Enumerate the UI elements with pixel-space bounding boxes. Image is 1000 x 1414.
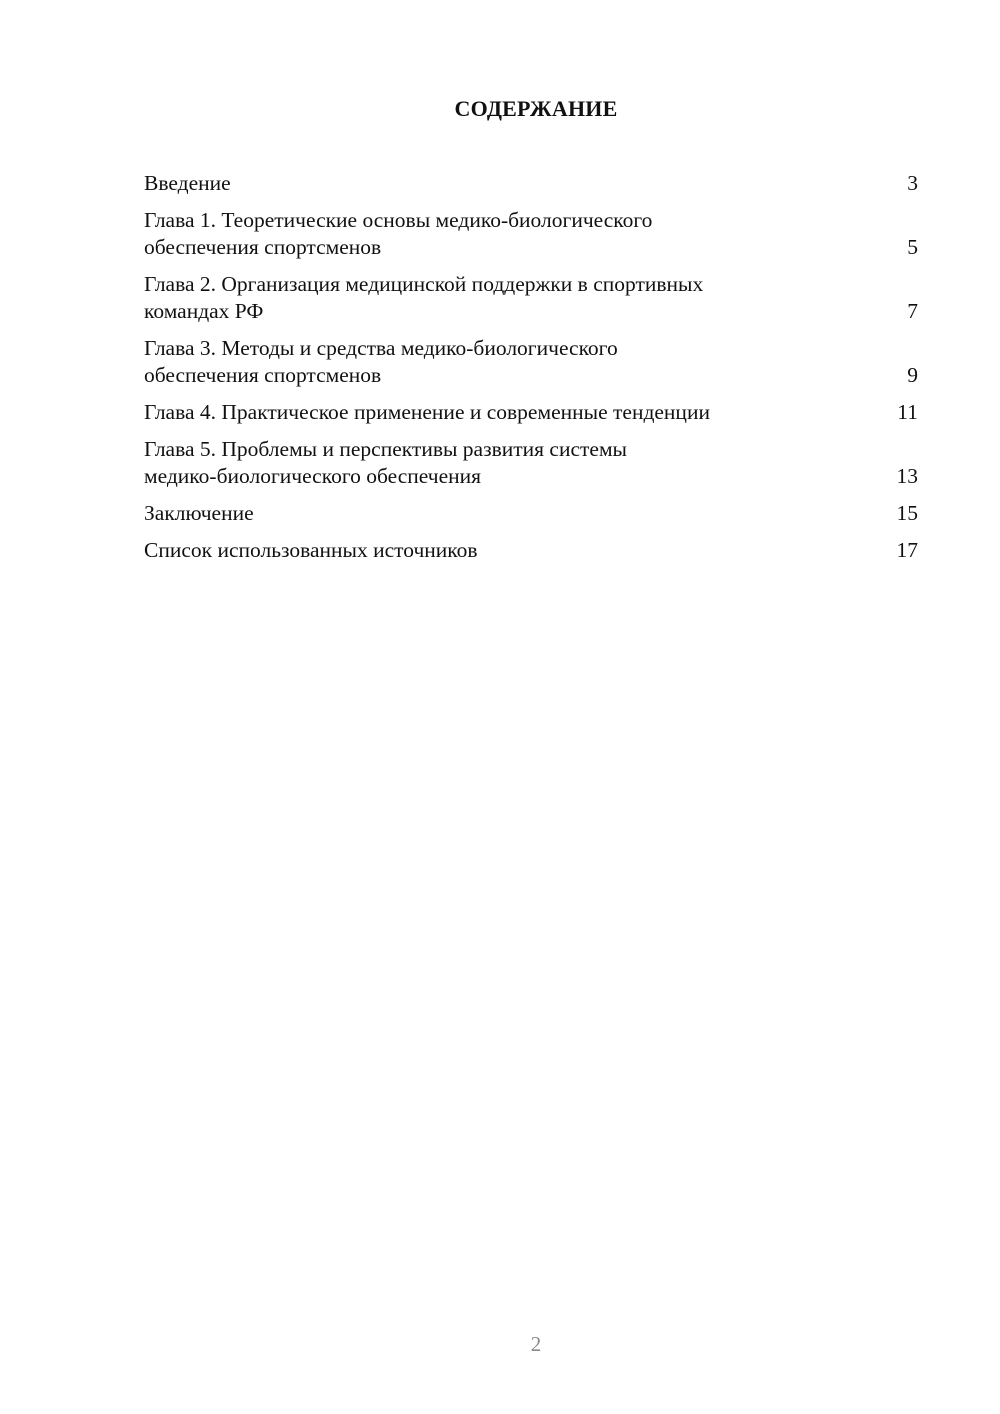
toc-entry-line: Список использованных источников xyxy=(144,538,478,562)
toc-entry-references xyxy=(144,537,918,564)
toc-entry-text xyxy=(144,537,834,564)
toc-entry-text xyxy=(144,500,834,527)
toc-entry-conclusion xyxy=(144,500,918,527)
toc-page-number: 5 xyxy=(907,235,918,259)
toc-entry-line: обеспечения спортсменов xyxy=(144,235,382,259)
table-of-contents xyxy=(144,170,918,574)
toc-entry-text xyxy=(144,399,834,426)
toc-entry-text xyxy=(144,436,834,490)
toc-entry-line: Глава 4. Практическое применение и современные тенденции xyxy=(144,400,710,424)
toc-entry-line: Глава 1. Теоретические основы медико-биологического xyxy=(144,208,653,232)
toc-entry-line: медико-биологического обеспечения xyxy=(144,464,482,488)
toc-page-number: 15 xyxy=(896,501,918,525)
toc-entry-line: Глава 3. Методы и средства медико-биологического xyxy=(144,336,618,360)
toc-entry-chapter-3 xyxy=(144,335,918,389)
toc-entry-line: Введение xyxy=(144,171,231,195)
toc-page-number: 17 xyxy=(896,538,918,562)
toc-entry-chapter-1 xyxy=(144,207,918,261)
toc-entry-line: Заключение xyxy=(144,501,254,525)
toc-entry-line: командах РФ xyxy=(144,299,264,323)
page-title: СОДЕРЖАНИЕ xyxy=(454,96,618,121)
toc-page-number: 9 xyxy=(907,363,918,387)
toc-entry-introduction xyxy=(144,170,918,197)
toc-entry-text xyxy=(144,207,834,261)
toc-entry-chapter-2 xyxy=(144,271,918,325)
toc-entry-text xyxy=(144,170,834,197)
toc-entry-text xyxy=(144,335,834,389)
page-number: 2 xyxy=(530,1332,542,1356)
toc-entry-line: обеспечения спортсменов xyxy=(144,363,382,387)
toc-entry-text xyxy=(144,271,834,325)
toc-entry-chapter-5 xyxy=(144,436,918,490)
toc-page-number: 3 xyxy=(907,171,918,195)
toc-entry-line: Глава 5. Проблемы и перспективы развития системы xyxy=(144,437,627,461)
toc-page-number: 7 xyxy=(907,299,918,323)
toc-page-number: 11 xyxy=(897,400,918,424)
toc-entry-chapter-4 xyxy=(144,399,918,426)
toc-entry-line: Глава 2. Организация медицинской поддержки в спортивных xyxy=(144,272,704,296)
toc-page-number: 13 xyxy=(896,464,918,488)
